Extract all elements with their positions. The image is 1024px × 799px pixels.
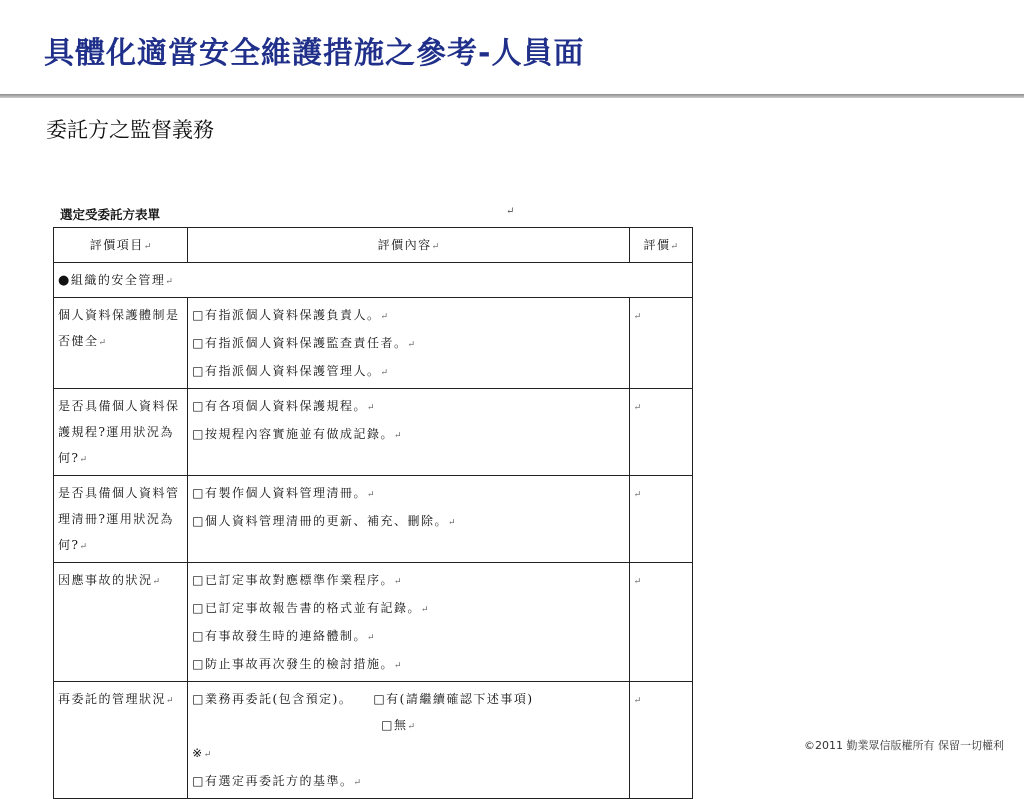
title-divider (0, 94, 1024, 98)
row-score: ↵ (629, 563, 692, 682)
row-item: 再委託的管理狀況↵ (54, 682, 188, 799)
checklist-line: □有製作個人資料管理清冊。↵ (192, 486, 375, 500)
checklist-line: □有指派個人資料保護負責人。↵ (192, 308, 389, 322)
table-row (54, 682, 693, 799)
form-title: 選定受委託方表單 (60, 207, 161, 222)
row-score: ↵ (629, 389, 692, 476)
row-content (188, 682, 629, 799)
checklist-line: □有事故發生時的連絡體制。↵ (192, 629, 375, 643)
checklist-line: ※↵ (192, 746, 212, 760)
checklist-line: □有指派個人資料保護管理人。↵ (192, 364, 389, 378)
row-item: 是否具備個人資料管理清冊?運用狀況為何?↵ (54, 476, 188, 563)
paragraph-mark-icon: ↵ (506, 206, 515, 217)
checklist-line: □防止事故再次發生的檢討措施。↵ (192, 657, 402, 671)
row-content (188, 389, 629, 476)
row-item: 是否具備個人資料保護規程?運用狀況為何?↵ (54, 389, 188, 476)
checklist-line: □無↵ (192, 718, 416, 732)
checklist-line: □已訂定事故對應標準作業程序。↵ (192, 573, 402, 587)
evaluation-table (53, 227, 693, 799)
checklist-line: □有選定再委託方的基準。↵ (192, 774, 362, 788)
row-content (188, 298, 629, 389)
checklist-line: □按規程內容實施並有做成記錄。↵ (192, 427, 402, 441)
row-item: 因應事故的狀況↵ (54, 563, 188, 682)
checklist-line: □已訂定事故報告書的格式並有記錄。↵ (192, 601, 429, 615)
checklist-line: □有各項個人資料保護規程。↵ (192, 399, 375, 413)
row-item: 個人資料保護體制是否健全↵ (54, 298, 188, 389)
row-score: ↵ (629, 476, 692, 563)
table-row (54, 389, 693, 476)
row-score: ↵ (629, 298, 692, 389)
slide-title: 具體化適當安全維護措施之參考-人員面 (44, 36, 585, 71)
slide-subtitle: 委託方之監督義務 (46, 118, 214, 142)
table-row (54, 563, 693, 682)
table-row (54, 476, 693, 563)
copyright-footer: ©2011 勤業眾信版權所有 保留一切權利 (804, 739, 1004, 752)
row-score: ↵ (629, 682, 692, 799)
column-header: 評價內容↵ (188, 228, 629, 263)
embedded-form-image (50, 200, 679, 788)
table-header-row (54, 228, 693, 263)
section-heading: ●組織的安全管理↵ (54, 263, 693, 298)
row-content (188, 476, 629, 563)
section-heading-row (54, 263, 693, 298)
row-content (188, 563, 629, 682)
checklist-line: □業務再委託(包含預定)。 □有(請繼續確認下述事項) (192, 692, 534, 706)
column-header: 評價項目↵ (54, 228, 188, 263)
checklist-line: □個人資料管理清冊的更新、補充、刪除。↵ (192, 514, 456, 528)
column-header: 評價↵ (629, 228, 692, 263)
bullet-icon: ● (58, 273, 71, 288)
checklist-line: □有指派個人資料保護監查責任者。↵ (192, 336, 416, 350)
table-row (54, 298, 693, 389)
